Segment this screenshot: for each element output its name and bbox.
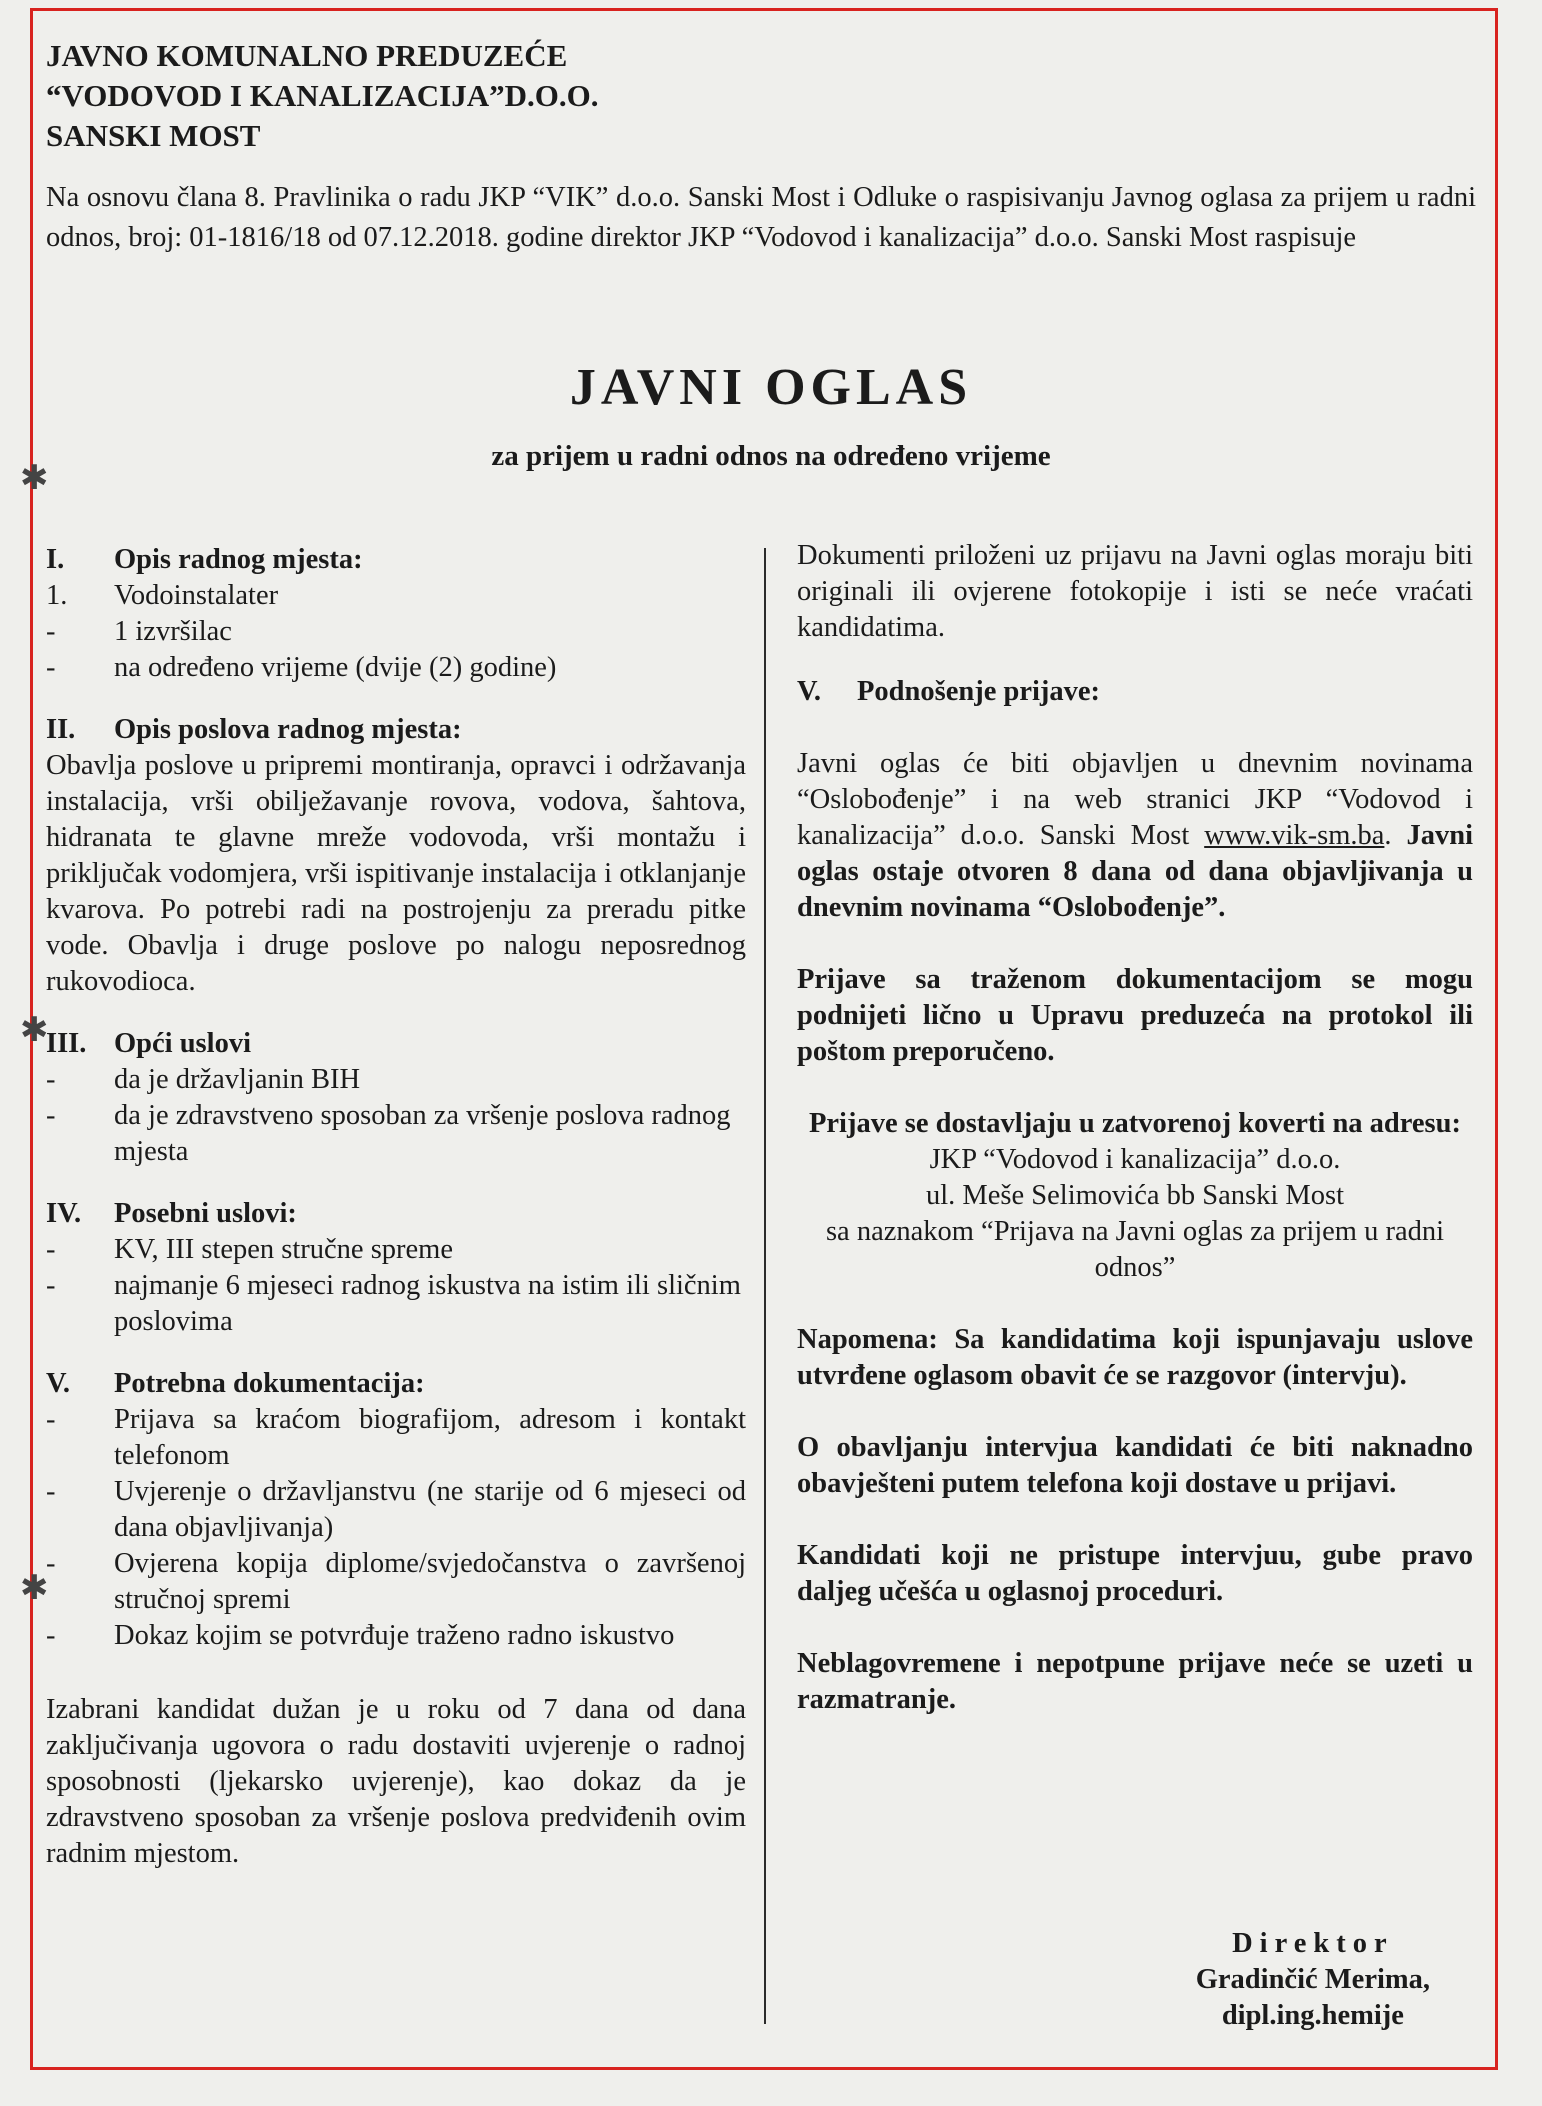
list-item-text: da je zdravstveno sposoban za vršenje poslova radnog mjesta: [114, 1100, 731, 1167]
ad-subtitle: za prijem u radni odnos na određeno vrijeme: [491, 440, 1051, 472]
list-item-text: da je državljanin BIH: [114, 1064, 361, 1095]
list-marker: -: [46, 1270, 56, 1301]
section-number: V.: [797, 676, 822, 707]
list-marker: -: [46, 1548, 56, 1579]
open-period-text: Javni oglas ostaje otvoren 8 dana od dana objavljivanja u dnevnim novinama “Oslobođenje”.: [797, 820, 1473, 923]
company-name-line1: JAVNO KOMUNALNO PREDUZEĆE: [46, 38, 568, 73]
list-item: [46, 1618, 746, 1654]
list-marker: -: [46, 1064, 56, 1095]
list-marker: 1.: [46, 580, 68, 611]
signature-name: Gradinčić Merima,: [1195, 1964, 1430, 1995]
interview-info: O obavljanju intervjua kandidati će biti naknadno obavješteni putem telefona koji dostave u prijavi.: [797, 1432, 1473, 1499]
section-heading: [46, 1196, 746, 1232]
intro-paragraph: Na osnovu člana 8. Pravlinika o radu JKP “VIK” d.o.o. Sanski Most i Odluke o raspisivanju Javnog oglasa za prijem u radni odnos, broj: 01-1816/18 od 07.12.2018. godine direktor JKP “Vodovod i kanalizacija” d.o.o. Sanski Most raspisuje: [46, 182, 1476, 253]
list-item-text: najmanje 6 mjeseci radnog iskustva na istim ili sličnim poslovima: [114, 1270, 741, 1337]
staple-mark-icon: ✱: [20, 1010, 49, 1050]
company-city: SANSKI MOST: [46, 118, 261, 153]
section-title: Opći uslovi: [114, 1028, 251, 1059]
left-column: [46, 542, 746, 1872]
address-line: sa naznakom “Prijava na Javni oglas za prijem u radni odnos”: [825, 1216, 1445, 1283]
section-title: Posebni uslovi:: [114, 1198, 297, 1229]
section-number: IV.: [46, 1198, 82, 1229]
address-block: [797, 1106, 1473, 1286]
list-item-text: KV, III stepen stručne spreme: [114, 1234, 453, 1265]
list-item: [46, 1098, 746, 1170]
section-heading: [46, 712, 746, 748]
signature-role: Direktor: [1232, 1928, 1394, 1959]
list-item: [46, 1402, 746, 1474]
list-item: [46, 1268, 746, 1340]
list-marker: -: [46, 1100, 56, 1131]
list-marker: -: [46, 616, 56, 647]
signature-block: [1196, 1926, 1430, 2034]
list-item: [46, 578, 746, 614]
column-divider: [764, 548, 766, 2024]
list-item: [46, 1062, 746, 1098]
section-heading: [46, 1366, 746, 1402]
section-title: Potrebna dokumentacija:: [114, 1368, 425, 1399]
list-item-text: Prijava sa kraćom biografijom, adresom i kontakt telefonom: [114, 1404, 746, 1471]
list-item-text: Dokaz kojim se potvrđuje traženo radno iskustvo: [114, 1620, 675, 1651]
address-line: JKP “Vodovod i kanalizacija” d.o.o.: [929, 1144, 1341, 1175]
publish-text: Javni oglas će biti objavljen u dnevnim novinama “Oslobođenje” i na web stranici JKP “Vodovod i kanalizacija” d.o.o. Sanski Most: [797, 748, 1473, 851]
closing-paragraph: Izabrani kandidat dužan je u roku od 7 dana od dana zaključivanja ugovora o radu dostaviti uvjerenje o radnoj sposobnosti (ljekarsko uvjerenje), kao dokaz da je zdravstveno sposoban za vršenje poslova predviđenih ovim radnim mjestom.: [46, 1694, 746, 1869]
section-heading: [46, 542, 746, 578]
company-name-line2: “VODOVOD I KANALIZACIJA”D.O.O.: [46, 78, 599, 113]
list-item: [46, 614, 746, 650]
address-line: ul. Meše Selimovića bb Sanski Most: [926, 1180, 1344, 1211]
section-number: II.: [46, 714, 76, 745]
incomplete-notice: Neblagovremene i nepotpune prijave neće se uzeti u razmatranje.: [797, 1648, 1473, 1715]
section-title: Opis radnog mjesta:: [114, 544, 363, 575]
submission-text: Prijave sa traženom dokumentacijom se mogu podnijeti lično u Upravu preduzeća na protokol ili poštom preporučeno.: [797, 964, 1473, 1067]
documents-note: Dokumenti priloženi uz prijavu na Javni oglas moraju biti originali ili ovjerene fotokopije i isti se neće vraćati kandidatima.: [797, 540, 1473, 643]
section-number: V.: [46, 1368, 71, 1399]
section-title: Opis poslova radnog mjesta:: [114, 714, 462, 745]
publish-paragraph: Javni oglas će biti objavljen u dnevnim novinama “Oslobođenje” i na web stranici JKP “Vodovod i kanalizacija” d.o.o. Sanski Most www.vik-sm.ba. Javni oglas ostaje otvoren 8 dana od dana objavljivanja u dnevnim novinama “Oslobođenje”.: [797, 748, 1473, 923]
company-header: [46, 36, 599, 156]
right-column: [797, 538, 1473, 1718]
list-item: [46, 1232, 746, 1268]
list-marker: -: [46, 1476, 56, 1507]
ad-title: JAVNI OGLAS: [569, 359, 973, 416]
list-item-text: 1 izvršilac: [114, 616, 232, 647]
list-marker: -: [46, 1234, 56, 1265]
list-item: [46, 1474, 746, 1546]
list-item-text: Ovjerena kopija diplome/svjedočanstva o završenoj stručnoj spremi: [114, 1548, 746, 1615]
job-description: Obavlja poslove u pripremi montiranja, opravci i održavanja instalacija, vrši obilježavanje rovova, vodova, šahtova, hidranata te glavne mreže vodovoda, vrši montažu i priključak vodomjera, vrši ispitivanje instalacija i otklanjanje kvarova. Po potrebi radi na postrojenju za preradu pitke vode. Obavlja i druge poslove po nalogu neposrednog rukovodioca.: [46, 750, 746, 997]
section-number: I.: [46, 544, 65, 575]
address-intro: Prijave se dostavljaju u zatvorenoj koverti na adresu:: [808, 1108, 1461, 1139]
absent-notice: Kandidati koji ne pristupe intervjuu, gube pravo daljeg učešća u oglasnoj proceduri.: [797, 1540, 1473, 1607]
list-marker: -: [46, 1404, 56, 1435]
section-title: Podnošenje prijave:: [857, 676, 1101, 707]
list-item-text: Uvjerenje o državljanstvu (ne starije od 6 mjeseci od dana objavljivanja): [114, 1476, 746, 1543]
list-item: [46, 1546, 746, 1618]
signature-title: dipl.ing.hemije: [1221, 2000, 1404, 2031]
staple-mark-icon: ✱: [20, 1568, 49, 1608]
website-link[interactable]: www.vik-sm.ba: [1204, 820, 1385, 851]
section-heading: [46, 1026, 746, 1062]
list-item-text: na određeno vrijeme (dvije (2) godine): [114, 652, 557, 683]
section-number: III.: [46, 1028, 87, 1059]
list-item-text: Vodoinstalater: [114, 580, 279, 611]
staple-mark-icon: ✱: [20, 458, 49, 498]
list-marker: -: [46, 652, 56, 683]
list-item: [46, 650, 746, 686]
list-marker: -: [46, 1620, 56, 1651]
section-heading: [797, 674, 1473, 710]
interview-note: Napomena: Sa kandidatima koji ispunjavaju uslove utvrđene oglasom obavit će se razgovor (intervju).: [797, 1324, 1473, 1391]
